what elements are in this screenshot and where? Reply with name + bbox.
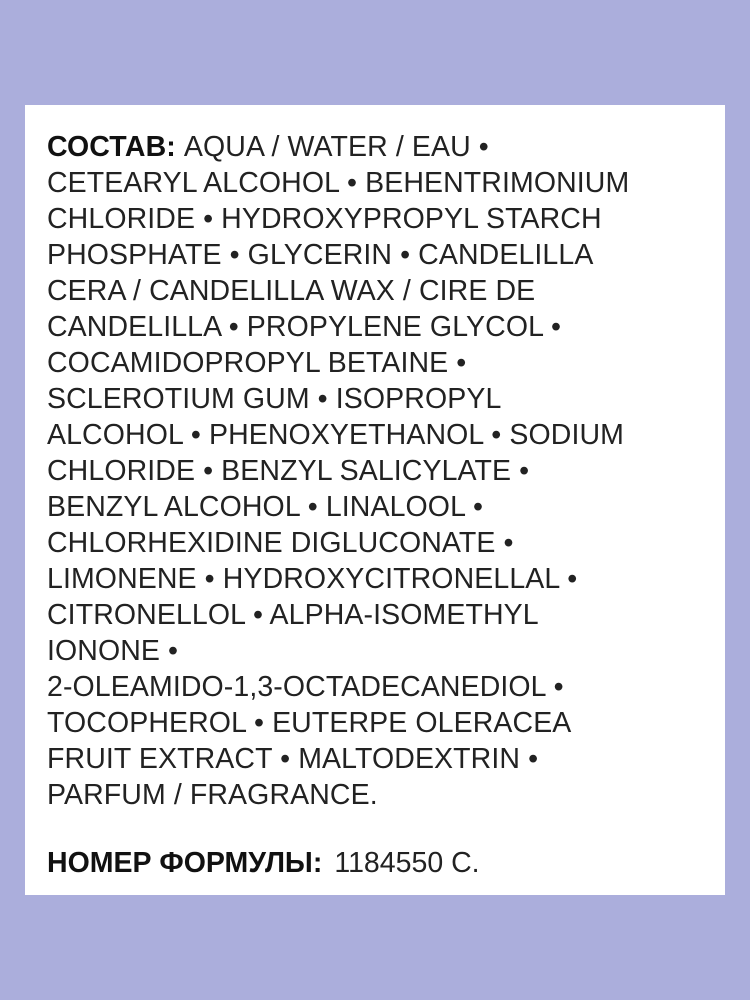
ingredients-line: LIMONENE • HYDROXYCITRONELLAL • <box>47 563 578 595</box>
ingredients-line <box>47 129 711 165</box>
ingredients-line: CHLORIDE • HYDROXYPROPYL STARCH <box>47 203 602 235</box>
ingredients-line: TOCOPHEROL • EUTERPE OLERACEA <box>47 707 572 739</box>
ingredients-line: SCLEROTIUM GUM • ISOPROPYL <box>47 383 502 415</box>
ingredients-line: CETEARYL ALCOHOL • BEHENTRIMONIUM <box>47 167 630 199</box>
formula-label: НОМЕР ФОРМУЛЫ: <box>47 847 323 879</box>
ingredients-line: FRUIT EXTRACT • MALTODEXTRIN • <box>47 743 539 775</box>
composition-label: СОСТАВ: <box>47 131 176 163</box>
ingredients-line: CANDELILLA • PROPYLENE GLYCOL • <box>47 311 562 343</box>
ingredients-line: CITRONELLOL • ALPHA-ISOMETHYL <box>47 599 539 631</box>
ingredients-line: PARFUM / FRAGRANCE. <box>47 779 378 811</box>
ingredients-line: CHLORHEXIDINE DIGLUCONATE • <box>47 527 514 559</box>
ingredients-line: PHOSPHATE • GLYCERIN • CANDELILLA <box>47 239 594 271</box>
formula-value: 1184550 C. <box>334 847 480 879</box>
ingredients-list <box>47 129 711 813</box>
ingredients-line: ALCOHOL • PHENOXYETHANOL • SODIUM <box>47 419 625 451</box>
formula-number <box>47 845 480 881</box>
ingredients-line: IONONE • <box>47 635 179 667</box>
ingredients-line: COCAMIDOPROPYL BETAINE • <box>47 347 467 379</box>
ingredients-line: 2-OLEAMIDO-1,3-OCTADECANEDIOL • <box>47 671 564 703</box>
ingredients-text: AQUA / WATER / EAU • <box>175 131 489 163</box>
ingredients-card <box>25 105 725 895</box>
ingredients-line: CERA / CANDELILLA WAX / CIRE DE <box>47 275 536 307</box>
ingredients-line: CHLORIDE • BENZYL SALICYLATE • <box>47 455 530 487</box>
ingredients-line: BENZYL ALCOHOL • LINALOOL • <box>47 491 484 523</box>
